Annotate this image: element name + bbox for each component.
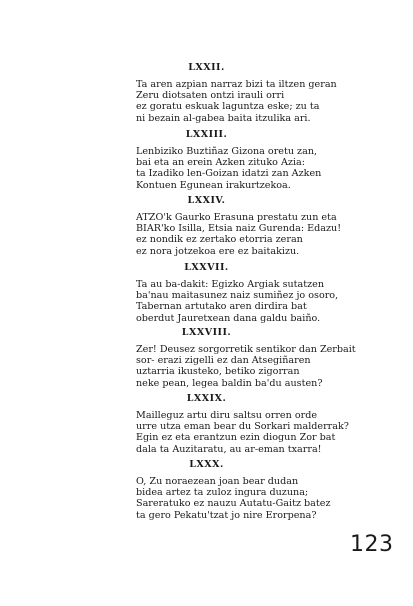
stanza-heading: LXXX. — [189, 459, 224, 470]
stanza-body — [136, 410, 406, 455]
verse-line: neke pean, legea baldin ba'du austen? — [136, 377, 323, 389]
verse-line: Tabernan artutako aren dirdira bat — [136, 301, 307, 313]
verse-line: O, Zu noraezean joan bear dudan — [136, 476, 299, 487]
stanza-body — [136, 212, 406, 257]
stanza-body — [136, 279, 406, 324]
stanza-body — [136, 79, 406, 124]
page-number: 123 — [350, 532, 394, 557]
stanza-heading: LXXII. — [188, 62, 225, 73]
verse-line: Zer! Deusez sorgorretik sentikor dan Zerbait — [136, 344, 356, 355]
verse-line: urre utza eman bear du Sorkari malderrak? — [136, 421, 349, 433]
stanza-heading: LXXVIII. — [181, 327, 232, 338]
stanza-heading: LXXIX. — [186, 393, 227, 404]
verse-line: Sareratuko ez nauzu Autatu-Gaitz batez — [136, 498, 331, 510]
verse-line: Mailleguz artu diru saltsu orren orde — [136, 410, 318, 421]
stanza-body — [136, 344, 406, 389]
verse-line: Lenbiziko Buztiñaz Gizona oretu zan, — [136, 146, 318, 157]
verse-line: ATZO'k Gaurko Erasuna prestatu zun eta — [136, 212, 337, 223]
verse-line: ta Izadiko len-Goizan idatzi zan Azken — [136, 168, 322, 180]
verse-line: Egin ez eta erantzun ezin diogun Zor bat — [136, 432, 336, 444]
verse-line: ba'nau maitasunez naiz sumiñez jo osoro, — [136, 290, 339, 302]
verse-line: Zeru diotsaten ontzi irauli orri — [136, 90, 285, 102]
verse-line: bai eta an erein Azken zituko Azia: — [136, 157, 305, 169]
verse-line: ez goratu eskuak laguntza eske; zu ta — [136, 101, 320, 113]
verse-line: oberdut Jauretxean dana galdu baiño. — [136, 312, 321, 324]
stanza-heading: LXXIV. — [187, 195, 226, 206]
verse-line: ez nondik ez zertako etorria zeran — [136, 234, 303, 246]
verse-line: BIAR'ko Isilla, Etsia naiz Gurenda: Edazu! — [136, 223, 342, 235]
verse-line: bidea artez ta zuloz ingura duzuna; — [136, 487, 309, 499]
verse-line: uztarria ikusteko, betiko zigorran — [136, 366, 300, 378]
verse-line: Kontuen Egunean irakurtzekoa. — [136, 179, 291, 191]
verse-line: Ta au ba-dakit: Egizko Argiak sutatzen — [136, 279, 325, 290]
verse-line: ez nora jotzekoa ere ez baitakizu. — [136, 245, 300, 257]
stanza-body — [136, 146, 406, 191]
stanza-heading: LXXVII. — [184, 262, 229, 273]
stanza-heading: LXXIII. — [185, 129, 228, 140]
verse-line: ta gero Pekatu'tzat jo nire Erorpena? — [136, 509, 317, 521]
verse-line: Ta aren azpian narraz bizi ta iltzen geran — [136, 79, 337, 90]
stanza-body — [136, 476, 406, 521]
verse-line: ni bezain al-gabea baita itzulika ari. — [136, 112, 311, 124]
verse-line: sor- erazi zigelli ez dan Atsegiñaren — [136, 355, 311, 367]
verse-line: dala ta Auzitaratu, au ar-eman txarra! — [136, 443, 322, 455]
